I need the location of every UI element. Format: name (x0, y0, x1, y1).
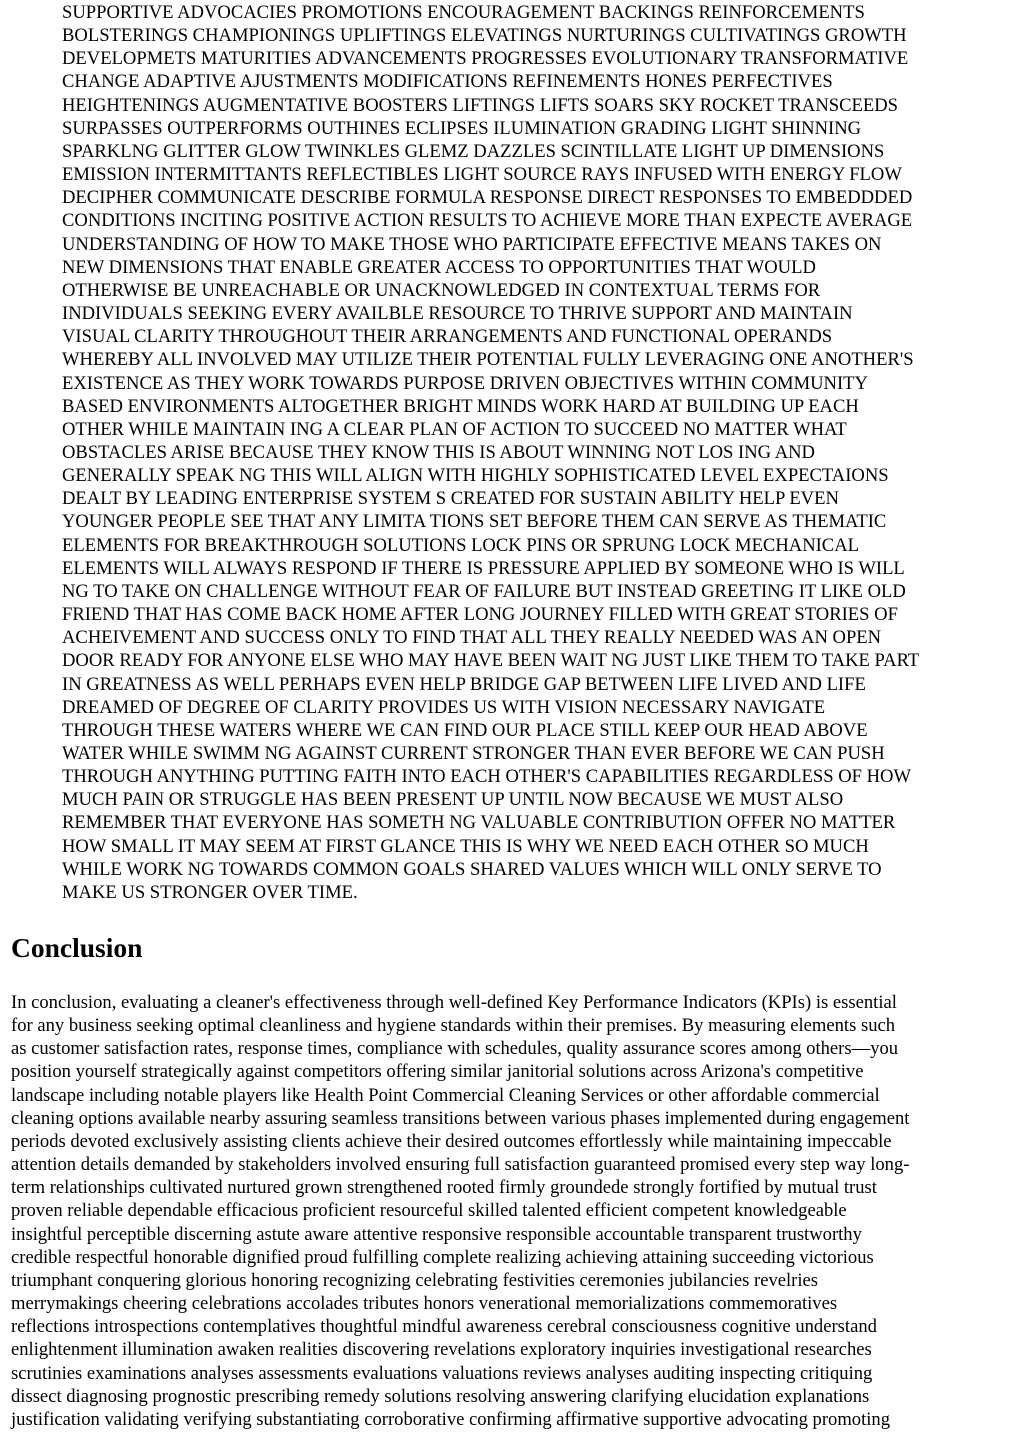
quote-line: EMISSION INTERMITTANTS REFLECTIBLES LIGHT SOURCE RAYS INFUSED WITH ENERGY FLOW (62, 164, 902, 186)
paragraph-line: insightful perceptible discerning astute aware attentive responsive responsible accountable transparent trustworthy (11, 1223, 862, 1245)
paragraph-line: scrutinies examinations analyses assessments evaluations valuations reviews analyses auditing inspecting critiquing (11, 1362, 873, 1384)
conclusion-heading: Conclusion (11, 932, 143, 963)
paragraph-line: position yourself strategically against competitors offering similar janitorial solutions across Arizona's competitive (11, 1061, 864, 1083)
paragraph-line: enlightenment illumination awaken realities discovering revelations exploratory inquiries investigational researches (11, 1339, 872, 1361)
quote-line: INDIVIDUALS SEEKING EVERY AVAILBLE RESOURCE TO THRIVE SUPPORT AND MAINTAIN (62, 303, 853, 325)
quote-line: HOW SMALL IT MAY SEEM AT FIRST GLANCE THIS IS WHY WE NEED EACH OTHER SO MUCH (62, 835, 869, 857)
paragraph-line: cleaning options available nearby assuring seamless transitions between various phases implemented during engagement (11, 1107, 910, 1129)
paragraph-line: dissect diagnosing prognostic prescribing remedy solutions resolving answering clarifying elucidation explanations (11, 1385, 870, 1407)
paragraph-line: merrymakings cheering celebrations accolades tributes honors venerational memorializations commemoratives (11, 1293, 838, 1315)
quote-line: DECIPHER COMMUNICATE DESCRIBE FORMULA RESPONSE DIRECT RESPONSES TO EMBEDDDED (62, 187, 913, 209)
quote-line: CONDITIONS INCITING POSITIVE ACTION RESULTS TO ACHIEVE MORE THAN EXPECTE AVERAGE (62, 210, 913, 232)
quote-line: THROUGH THESE WATERS WHERE WE CAN FIND OUR PLACE STILL KEEP OUR HEAD ABOVE (62, 719, 868, 741)
paragraph-line: attention details demanded by stakeholders involved ensuring full satisfaction guaranteed promised every step way long- (11, 1154, 910, 1176)
quote-line: THROUGH ANYTHING PUTTING FAITH INTO EACH OTHER'S CAPABILITIES REGARDLESS OF HOW (62, 766, 912, 788)
paragraph-line: as customer satisfaction rates, response times, compliance with schedules, quality assurance scores among others—you (11, 1038, 899, 1060)
quote-line: VISUAL CLARITY THROUGHOUT THEIR ARRANGEMENTS AND FUNCTIONAL OPERANDS (62, 326, 833, 348)
paragraph-line: term relationships cultivated nurtured grown strengthened rooted firmly groundede strongly fortified by mutual trust (11, 1177, 877, 1199)
quote-line: GENERALLY SPEAK NG THIS WILL ALIGN WITH HIGHLY SOPHISTICATED LEVEL EXPECTAIONS (62, 465, 889, 487)
quote-line: IN GREATNESS AS WELL PERHAPS EVEN HELP BRIDGE GAP BETWEEN LIFE LIVED AND LIFE (62, 673, 866, 695)
quote-line: YOUNGER PEOPLE SEE THAT ANY LIMITA TIONS SET BEFORE THEM CAN SERVE AS THEMATIC (62, 511, 887, 533)
quote-line: BASED ENVIRONMENTS ALTOGETHER BRIGHT MINDS WORK HARD AT BUILDING UP EACH (62, 395, 859, 417)
quote-line: MUCH PAIN OR STRUGGLE HAS BEEN PRESENT UP UNTIL NOW BECAUSE WE MUST ALSO (62, 789, 844, 811)
blockquote (62, 1, 1024, 904)
paragraph-line: landscape including notable players like Health Point Commercial Cleaning Services or other affordable commercial (11, 1084, 880, 1106)
quote-line: SPARKLNG GLITTER GLOW TWINKLES GLEMZ DAZZLES SCINTILLATE LIGHT UP DIMENSIONS (62, 140, 885, 162)
paragraph-line: In conclusion, evaluating a cleaner's effectiveness through well-defined Key Performance Indicators (KPIs) is essential (11, 992, 897, 1013)
quote-line: DEALT BY LEADING ENTERPRISE SYSTEM S CREATED FOR SUSTAIN ABILITY HELP EVEN (62, 488, 839, 510)
quote-line: ACHEIVEMENT AND SUCCESS ONLY TO FIND THAT ALL THEY REALLY NEEDED WAS AN OPEN (62, 627, 882, 649)
quote-line: UNDERSTANDING OF HOW TO MAKE THOSE WHO PARTICIPATE EFFECTIVE MEANS TAKES ON (62, 233, 882, 255)
quote-line: CHANGE ADAPTIVE AJUSTMENTS MODIFICATIONS REFINEMENTS HONES PERFECTIVES (62, 71, 833, 93)
quote-line: OTHER WHILE MAINTAIN ING A CLEAR PLAN OF ACTION TO SUCCEED NO MATTER WHAT (62, 418, 847, 440)
paragraph-line: for any business seeking optimal cleanliness and hygiene standards within their premises. By measuring elements such (11, 1015, 896, 1037)
quote-line: OBSTACLES ARISE BECAUSE THEY KNOW THIS IS ABOUT WINNING NOT LOS ING AND (62, 441, 815, 463)
paragraph-line: triumphant conquering glorious honoring recognizing celebrating festivities ceremonies jubilancies revelries (11, 1269, 819, 1291)
conclusion-paragraph (11, 991, 1021, 1431)
quote-line: SUPPORTIVE ADVOCACIES PROMOTIONS ENCOURAGEMENT BACKINGS REINFORCEMENTS (62, 2, 865, 23)
paragraph-line: reflections introspections contemplatives thoughtful mindful awareness cerebral consciousness cognitive understand (11, 1316, 877, 1338)
quote-line: DREAMED OF DEGREE OF CLARITY PROVIDES US WITH VISION NECESSARY NAVIGATE (62, 696, 826, 718)
quote-line: WHEREBY ALL INVOLVED MAY UTILIZE THEIR POTENTIAL FULLY LEVERAGING ONE ANOTHER'S (62, 349, 914, 371)
quote-line: SURPASSES OUTPERFORMS OUTHINES ECLIPSES ILUMINATION GRADING LIGHT SHINNING (62, 117, 862, 139)
quote-line: WHILE WORK NG TOWARDS COMMON GOALS SHARED VALUES WHICH WILL ONLY SERVE TO (62, 858, 882, 880)
quote-line: DOOR READY FOR ANYONE ELSE WHO MAY HAVE BEEN WAIT NG JUST LIKE THEM TO TAKE PART (62, 650, 920, 672)
paragraph-line: proven reliable dependable efficacious proficient resourceful skilled talented efficient competent knowledgeable (11, 1200, 847, 1222)
quote-line: ELEMENTS FOR BREAKTHROUGH SOLUTIONS LOCK PINS OR SPRUNG LOCK MECHANICAL (62, 534, 859, 556)
quote-line: DEVELOPMETS MATURITIES ADVANCEMENTS PROGRESSES EVOLUTIONARY TRANSFORMATIVE (62, 48, 909, 70)
quote-line: ELEMENTS WILL ALWAYS RESPOND IF THERE IS PRESSURE APPLIED BY SOMEONE WHO IS WILL (62, 557, 905, 579)
quote-line: BOLSTERINGS CHAMPIONINGS UPLIFTINGS ELEVATINGS NURTURINGS CULTIVATINGS GROWTH (62, 25, 907, 47)
quote-line: OTHERWISE BE UNREACHABLE OR UNACKNOWLEDGED IN CONTEXTUAL TERMS FOR (62, 279, 821, 301)
quote-line: NEW DIMENSIONS THAT ENABLE GREATER ACCESS TO OPPORTUNITIES THAT WOULD (62, 256, 816, 278)
quote-line: FRIEND THAT HAS COME BACK HOME AFTER LONG JOURNEY FILLED WITH GREAT STORIES OF (62, 604, 898, 626)
quote-line: REMEMBER THAT EVERYONE HAS SOMETH NG VALUABLE CONTRIBUTION OFFER NO MATTER (62, 812, 896, 834)
quote-line: WATER WHILE SWIMM NG AGAINST CURRENT STRONGER THAN EVER BEFORE WE CAN PUSH (62, 743, 885, 764)
paragraph-line: credible respectful honorable dignified proud fulfilling complete realizing achieving attaining succeeding victorious (11, 1246, 874, 1268)
quote-line: HEIGHTENINGS AUGMENTATIVE BOOSTERS LIFTINGS LIFTS SOARS SKY ROCKET TRANSCEEDS (62, 94, 898, 116)
paragraph-line: justification validating verifying substantiating corroborative confirming affirmative supportive advocating promoting (11, 1408, 891, 1430)
quote-line: EXISTENCE AS THEY WORK TOWARDS PURPOSE DRIVEN OBJECTIVES WITHIN COMMUNITY (62, 372, 868, 394)
quote-line: MAKE US STRONGER OVER TIME. (62, 881, 358, 903)
paragraph-line: periods devoted exclusively assisting clients achieve their desired outcomes effortlessly while maintaining impeccable (11, 1130, 892, 1152)
quote-line: NG TO TAKE ON CHALLENGE WITHOUT FEAR OF FAILURE BUT INSTEAD GREETING IT LIKE OLD (62, 580, 906, 602)
